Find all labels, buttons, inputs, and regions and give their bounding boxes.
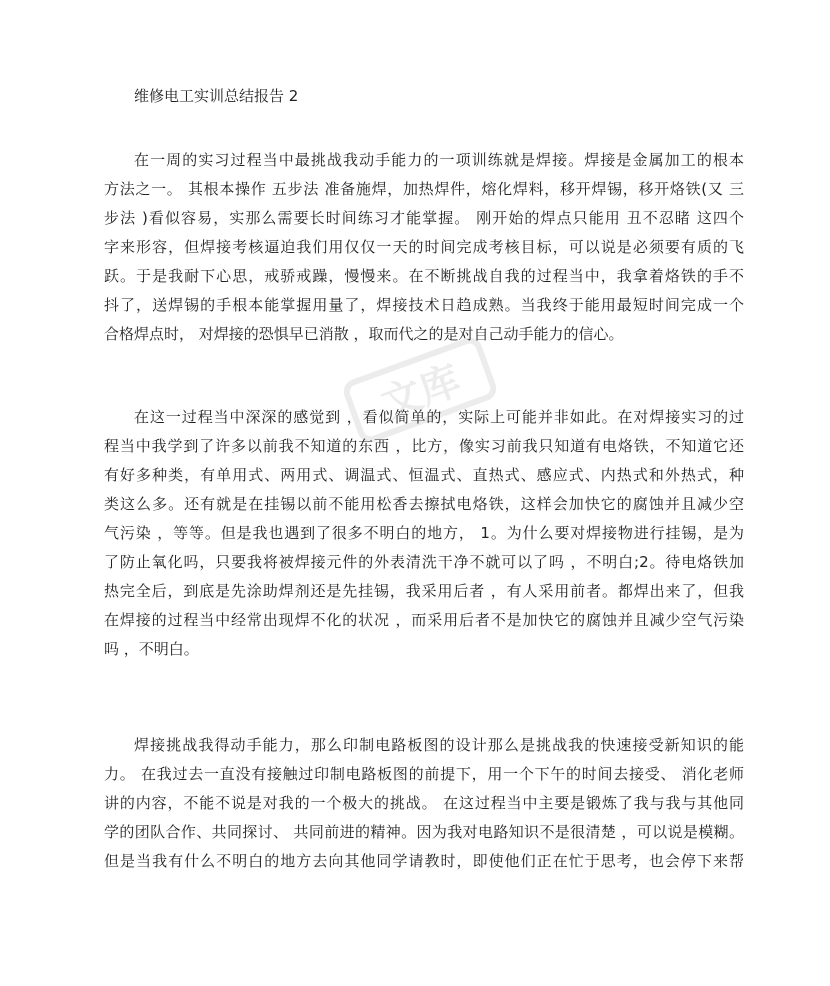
text-line: 了防止氧化吗，只要我将被焊接元件的外表清洗干净不就可以了吗 ，不明白;2。待电烙铁加 <box>104 553 744 571</box>
text-line: 在焊接的过程当中经常出现焊不化的状况 ，而采用后者不是加快它的腐蚀并且减少空气污染 <box>104 611 744 629</box>
text-line: 合格焊点时， 对焊接的恐惧早已消散 ，取而代之的是对自己动手能力的信心。 <box>104 325 624 343</box>
text-line: 学的团队合作、共同探讨、 共同前进的精神。因为我对电路知识不是很清楚 ，可以说是模糊。 <box>104 823 744 841</box>
text-line: 吗 ，不明白。 <box>104 640 199 658</box>
text-line: 跃。于是我耐下心思，戒骄戒躁，慢慢来。在不断挑战自我的过程当中，我拿着烙铁的手不 <box>104 267 744 285</box>
text-line: 讲的内容，不能不说是对我的一个极大的挑战。 在这过程当中主要是锻炼了我与我与其他同 <box>104 794 744 812</box>
text-line: 气污染 ，等等。但是我也遇到了很多不明白的地方， 1。为什么要对焊接物进行挂锡，是为 <box>104 524 744 542</box>
text-line: 类这么多。还有就是在挂锡以前不能用松香去擦拭电烙铁，这样会加快它的腐蚀并且减少空 <box>104 495 744 513</box>
text-line: 抖了，送焊锡的手根本能掌握用量了，焊接技术日趋成熟。当我终于能用最短时间完成一个 <box>104 296 744 314</box>
document-title: 维修电工实训总结报告 2 <box>134 87 299 105</box>
text-line: 方法之一。 其根本操作 五步法 准备施焊，加热焊件，熔化焊料，移开焊锡，移开烙铁(又 三 <box>104 180 744 198</box>
text-line: 步法 )看似容易，实那么需要长时间练习才能掌握。 刚开始的焊点只能用 丑不忍睹 这四个 <box>104 209 744 227</box>
paragraph-3 <box>104 731 744 876</box>
watermark-text: 文库 <box>375 357 467 429</box>
text-line: 但是当我有什么不明白的地方去向其他同学请教时，即使他们正在忙于思考，也会停下来帮 <box>104 852 744 870</box>
text-line: 程当中我学到了许多以前我不知道的东西 ，比方，像实习前我只知道有电烙铁，不知道它还 <box>104 437 744 455</box>
text-line: 焊接挑战我得动手能力，那么印制电路板图的设计那么是挑战我的快速接受新知识的能 <box>134 736 744 754</box>
text-line: 有好多种类，有单用式、两用式、调温式、恒温式、直热式、感应式、内热式和外热式，种 <box>104 466 744 484</box>
text-line: 在这一过程当中深深的感觉到 ，看似简单的，实际上可能并非如此。在对焊接实习的过 <box>134 408 744 426</box>
paragraph-1 <box>104 146 744 349</box>
text-line: 力。 在我过去一直没有接触过印制电路板图的前提下，用一个下午的时间去接受、 消化老师 <box>104 765 744 783</box>
text-line: 在一周的实习过程当中最挑战我动手能力的一项训练就是焊接。焊接是金属加工的根本 <box>134 151 744 169</box>
text-line: 字来形容，但焊接考核逼迫我们用仅仅一天的时间完成考核目标，可以说是必须要有质的飞 <box>104 238 744 256</box>
paragraph-2 <box>104 403 744 664</box>
text-line: 热完全后，到底是先涂助焊剂还是先挂锡，我采用后者 ，有人采用前者。都焊出来了，但我 <box>104 582 744 600</box>
